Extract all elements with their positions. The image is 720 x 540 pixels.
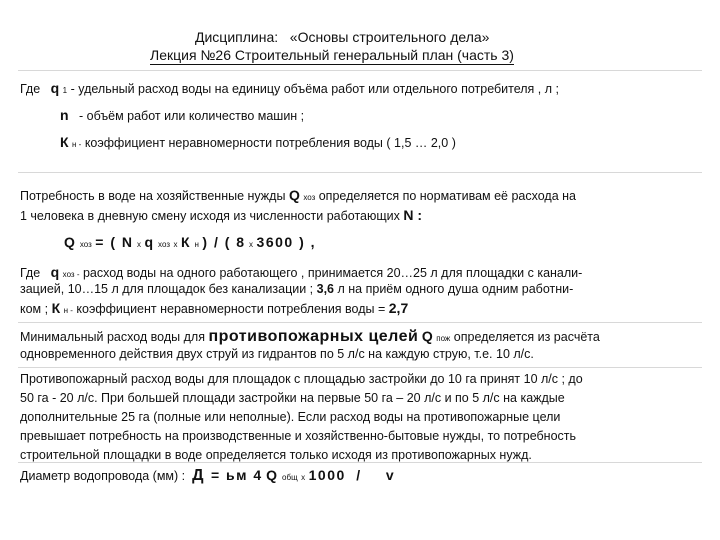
q-subscript: хоз bbox=[303, 193, 316, 202]
house-where-text1: расход воды на одного работающего , принимается 20…25 л для площадки с канали- bbox=[82, 266, 583, 280]
divider-3 bbox=[18, 367, 702, 368]
def-q1 bbox=[20, 80, 559, 96]
discipline-name: «Основы строительного дела» bbox=[289, 29, 490, 45]
q-fire-symbol: Q bbox=[421, 328, 433, 344]
formula-q: Q bbox=[64, 234, 77, 250]
q1-subscript: 1 bbox=[62, 86, 68, 95]
qx-subscript: хоз - bbox=[62, 270, 80, 279]
formula-q2-sub: хоз bbox=[158, 240, 170, 249]
fire-para-line4: превышает потребность на производственные и хозяйственно-бытовые нужды, то потребность bbox=[20, 429, 577, 443]
formula-q-sub: хоз bbox=[79, 240, 92, 249]
house-text-a: Потребность в воде на хозяйственные нужды bbox=[20, 189, 286, 203]
house-where-line2 bbox=[20, 282, 573, 296]
house-line2 bbox=[20, 207, 422, 223]
house-where-text2a: зацией, 10…15 л для площадок без канализации ; bbox=[20, 282, 314, 296]
k-subscript-2: н - bbox=[63, 306, 73, 315]
formula-x3: х bbox=[249, 240, 254, 249]
formula-k: К bbox=[180, 234, 191, 250]
k-value: 2,7 bbox=[388, 300, 409, 316]
q1-symbol: q bbox=[50, 80, 60, 96]
divider-1 bbox=[18, 172, 702, 173]
q1-text: - удельный расход воды на единицу объёма работ или отдельного потребителя , л ; bbox=[70, 82, 559, 96]
fire-min-text-b: определяется из расчёта bbox=[453, 330, 600, 344]
house-where-line3 bbox=[20, 300, 408, 316]
house-where-text3b: коэффициент неравномерности потребления воды = bbox=[76, 302, 386, 316]
formula-q2: q bbox=[144, 234, 155, 250]
divider-2 bbox=[18, 322, 702, 323]
def-k bbox=[60, 134, 456, 150]
house-text-c: 1 человека в дневную смену исходя из численности работающих bbox=[20, 209, 400, 223]
formula-x1: х bbox=[137, 240, 142, 249]
n-symbol-workers: N : bbox=[403, 207, 423, 223]
house-text-b: определяется по нормативам её расхода на bbox=[318, 189, 576, 203]
formula-part-c: 3600 ) , bbox=[256, 234, 317, 250]
house-formula bbox=[64, 234, 316, 250]
fire-para-line5: строительной площадки в воде определяется только исходя из противопожарных нужд. bbox=[20, 448, 532, 462]
house-line1 bbox=[20, 187, 576, 203]
q-symbol: Q bbox=[288, 187, 300, 203]
where-label: Где bbox=[20, 82, 41, 96]
house-where-text2b: л на приём одного душа одним работни- bbox=[337, 282, 574, 296]
shower-liters: 3,6 bbox=[316, 282, 335, 296]
header-divider bbox=[18, 70, 702, 71]
lecture-label: Лекция №26 Строительный генеральный план (часть 3) bbox=[150, 47, 514, 63]
diameter-v: v bbox=[385, 467, 396, 483]
diameter-slash: / bbox=[356, 467, 362, 483]
lecture-title bbox=[150, 47, 514, 63]
fire-min-text-a: Минимальный расход воды для bbox=[20, 330, 205, 344]
diameter-num: 1000 bbox=[308, 467, 346, 483]
house-where-line1 bbox=[20, 264, 582, 280]
k-subscript: н - bbox=[72, 140, 82, 149]
fire-min-text-c: одновременного действия двух струй из гидрантов по 5 л/с на каждую струю, т.е. 10 л/с. bbox=[20, 347, 534, 361]
fire-min-line2 bbox=[20, 347, 534, 361]
formula-part-b: ) / ( 8 bbox=[202, 234, 246, 250]
n-symbol: n bbox=[60, 107, 69, 123]
diameter-label: Диаметр водопровода (мм) : bbox=[20, 469, 186, 483]
fire-purpose-heading: противопожарных целей bbox=[208, 328, 419, 345]
diameter-d: Д bbox=[192, 467, 204, 484]
qx-symbol: q bbox=[50, 264, 60, 280]
diameter-formula bbox=[20, 467, 395, 485]
house-where-text3a: ком ; bbox=[20, 302, 49, 316]
diameter-q-sub: общ bbox=[282, 473, 298, 482]
diameter-eq: = ьм 4 bbox=[210, 467, 263, 483]
formula-part-a: = ( N bbox=[95, 234, 134, 250]
formula-x2: х bbox=[173, 240, 178, 249]
fire-para-line1: Противопожарный расход воды для площадок с площадью застройки до 10 га принят 10 л/с ; до bbox=[20, 372, 583, 386]
diameter-x: х bbox=[301, 473, 306, 482]
discipline-label: Дисциплина: bbox=[195, 29, 279, 45]
fire-para-line2: 50 га - 20 л/с. При большей площади застройки на первые 50 га – 20 л/с и по 5 л/с на каждые bbox=[20, 391, 565, 405]
divider-4 bbox=[18, 462, 702, 463]
def-n bbox=[60, 107, 304, 123]
k-symbol: К bbox=[60, 134, 69, 150]
fire-para-line3: дополнительные 25 га (полные или неполные). Если расход воды на противопожарные цели bbox=[20, 410, 561, 424]
n-text: - объём работ или количество машин ; bbox=[78, 109, 305, 123]
fire-min-line1 bbox=[20, 328, 600, 346]
formula-k-sub: н bbox=[194, 240, 199, 249]
house-where-label: Где bbox=[20, 266, 41, 280]
q-fire-subscript: пож bbox=[436, 334, 451, 343]
k-text: коэффициент неравномерности потребления воды ( 1,5 … 2,0 ) bbox=[84, 136, 456, 150]
k-symbol-2: К bbox=[51, 300, 61, 316]
discipline-title bbox=[195, 29, 489, 45]
diameter-q: Q bbox=[266, 467, 279, 483]
